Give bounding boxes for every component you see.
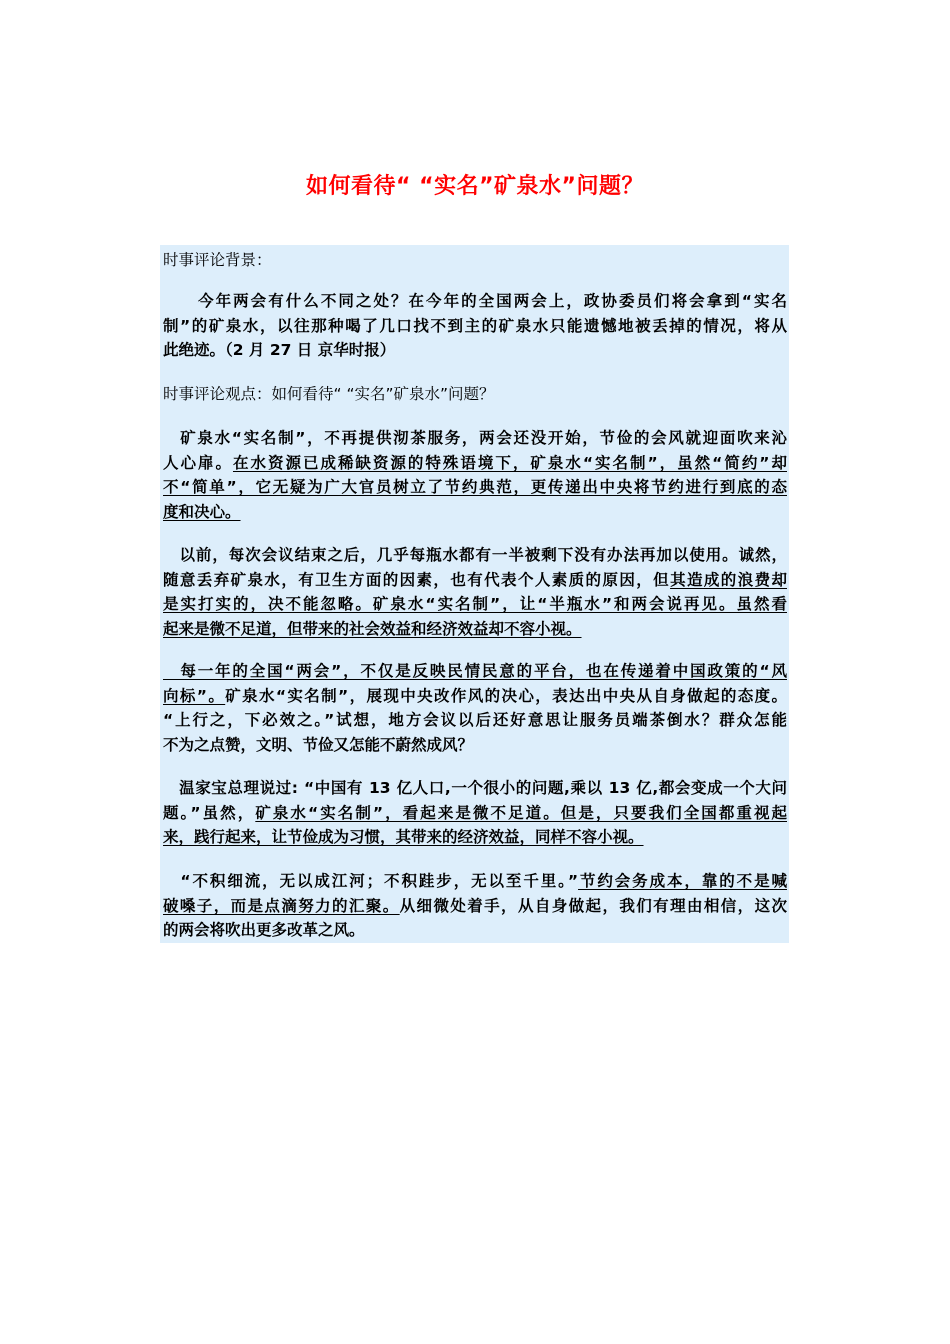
paragraph-line [163, 776, 787, 801]
background-line: 制”的矿泉水，以往那种喝了几口找不到主的矿泉水只能遗憾地被丢掉的情况，将从 [163, 316, 787, 335]
underlined-text: 破嗓子，而是点滴努力的汇聚。 [163, 896, 400, 915]
paragraph-line [163, 801, 787, 826]
text-segment: “不积细流，无以成江河；不积跬步，无以至千里。” [163, 872, 579, 890]
paragraph-line [163, 825, 787, 850]
paragraph-line [163, 500, 787, 525]
paragraph-line [163, 426, 787, 451]
text-segment: 随意丢弃矿泉水，有卫生方面的因素，也有代表个人素质的原因，但 [163, 570, 671, 589]
underlined-text: 是实打实的，决不能忽略。矿泉水“实名制”，让“半瓶水”和两会说再见。虽然看 [163, 595, 787, 613]
paragraph-4 [163, 776, 787, 850]
page-title: 如何看待“ “实名”矿泉水”问题？ [306, 174, 644, 199]
background-label-text: 时事评论背景： [163, 251, 272, 269]
paragraph-line [163, 918, 787, 943]
paragraph-3 [163, 659, 787, 757]
paragraph-2 [163, 543, 787, 641]
background-paragraph [163, 289, 787, 363]
paragraph-line [163, 869, 787, 894]
paragraph-line [163, 451, 787, 476]
text-segment: 的两会将吹出更多改革之风。 [163, 921, 365, 939]
underlined-text: 起来是微不足道，但带来的社会效益和经济效益却不容小视。 [163, 619, 582, 638]
paragraph-line [163, 659, 787, 684]
underlined-text: 矿泉水“实名制”，看起来是微不足道。但是，只要我们全国都重视起 [255, 803, 787, 822]
viewpoint-label-text: 时事评论观点：如何看待“ “实名”矿泉水”问题？ [163, 385, 495, 403]
text-segment: 题。”虽然， [163, 803, 256, 822]
text-segment: “上行之，下必效之。”试想，地方会议以后还好意思让服务员端茶倒水？群众怎能 [163, 711, 787, 729]
text-segment: 以前，每次会议结束之后，几乎每瓶水都有一半被剩下没有办法再加以使用。诚然， [163, 546, 787, 564]
paragraph-line [163, 617, 787, 642]
text-segment: 温家宝总理说过: “中国有 13 亿人口,一个很小的问题,乘以 13 亿,都会变成一个大问 [163, 779, 787, 797]
underlined-text: 在水资源已成稀缺资源的特殊语境下，矿泉水“实名制”，虽然“简约”却 [232, 453, 787, 472]
paragraph-line [163, 733, 787, 758]
background-line: 此绝迹。（2 月 27 日 京华时报） [163, 341, 396, 359]
paragraph-line [163, 568, 787, 593]
underlined-text: 向标”。 [163, 686, 226, 705]
text-segment: 人心扉。 [163, 453, 233, 472]
underlined-text: 度和决心。 [163, 502, 241, 521]
underlined-text: 来，践行起来，让节俭成为习惯，其带来的经济效益，同样不容小视。 [163, 828, 644, 846]
background-line: 今年两会有什么不同之处？在今年的全国两会上，政协委员们将会拿到“实名 [163, 292, 787, 310]
underlined-text: 不“简单”，它无疑为广大官员树立了节约典范，更传递出中央将节约进行到底的态 [163, 478, 787, 496]
text-segment: 矿泉水“实名制”，展现中央改作风的决心，表达出中央从自身做起的态度。 [225, 686, 787, 705]
viewpoint-label [163, 382, 787, 407]
background-label [163, 248, 787, 273]
text-segment: 从细微处着手，从自身做起，我们有理由相信，这次 [399, 896, 787, 915]
paragraph-1 [163, 426, 787, 524]
paragraph-line [163, 475, 787, 500]
paragraph-line [163, 894, 787, 919]
paragraph-line [163, 543, 787, 568]
paragraph-line [163, 684, 787, 709]
paragraph-line [163, 708, 787, 733]
paragraph-line [163, 592, 787, 617]
underlined-text: 节约会务成本，靠的不是喊 [578, 872, 787, 890]
underlined-text: 每一年的全国“两会”，不仅是反映民情民意的平台，也在传递着中国政策的“风 [163, 662, 787, 680]
underlined-text: 其造成的浪费却 [670, 570, 787, 589]
paragraph-5 [163, 869, 787, 943]
text-segment: 矿泉水“实名制”，不再提供沏茶服务，两会还没开始，节俭的会风就迎面吹来沁 [163, 429, 787, 447]
text-segment: 不为之点赞，文明、节俭又怎能不蔚然成风？ [163, 735, 474, 754]
